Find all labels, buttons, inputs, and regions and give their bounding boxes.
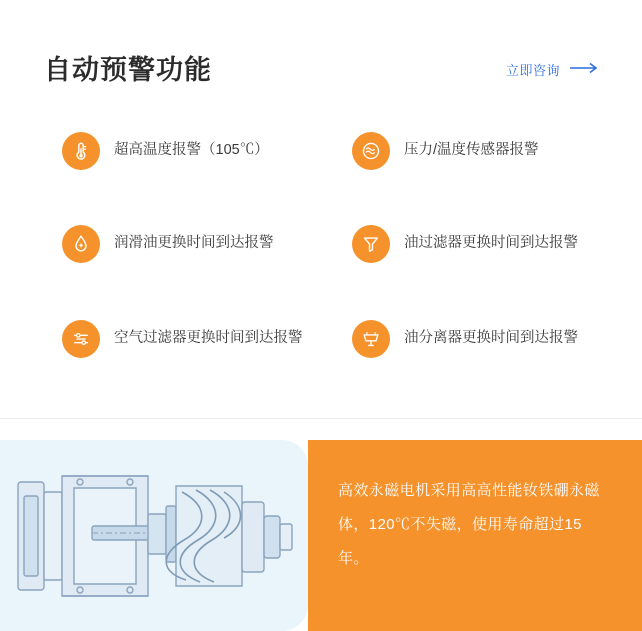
section-divider: [0, 418, 642, 419]
feature-item: [352, 320, 632, 358]
thermometer-icon: [62, 132, 100, 170]
consult-now-label: 立即咨询: [505, 63, 560, 78]
feature-label: 油过滤器更换时间到达报警: [404, 235, 578, 251]
feature-label: 油分离器更换时间到达报警: [404, 330, 578, 346]
feature-label: 超高温度报警（105℃）: [114, 142, 269, 158]
feature-label: 压力/温度传感器报警: [404, 142, 539, 158]
feature-list: [0, 120, 642, 410]
feature-label: 空气过滤器更换时间到达报警: [114, 330, 303, 346]
panel-description: 高效永磁电机采用高高性能钕铁硼永磁体，120℃不失磁，使用寿命超过15年。: [308, 440, 642, 631]
consult-now-button[interactable]: [506, 60, 600, 79]
pressure-sensor-icon: [352, 132, 390, 170]
feature-icon-wrap: [62, 132, 100, 170]
screw-compressor-diagram: [0, 440, 308, 631]
arrow-right-icon: [570, 61, 600, 79]
highlight-panel: [0, 440, 642, 631]
feature-item: [62, 132, 342, 170]
feature-icon-wrap: [62, 320, 100, 358]
page-title: 自动预警功能: [44, 55, 212, 85]
feature-icon-wrap: [352, 225, 390, 263]
oil-separator-icon: [352, 320, 390, 358]
feature-item: [352, 225, 632, 263]
feature-item: [352, 132, 632, 170]
feature-icon-wrap: [352, 320, 390, 358]
air-filter-icon: [62, 320, 100, 358]
oil-drop-icon: [62, 225, 100, 263]
oil-filter-icon: [352, 225, 390, 263]
feature-item: [62, 320, 342, 358]
feature-item: [62, 225, 342, 263]
feature-label: 润滑油更换时间到达报警: [114, 235, 274, 251]
feature-icon-wrap: [352, 132, 390, 170]
header: [0, 40, 642, 96]
feature-icon-wrap: [62, 225, 100, 263]
